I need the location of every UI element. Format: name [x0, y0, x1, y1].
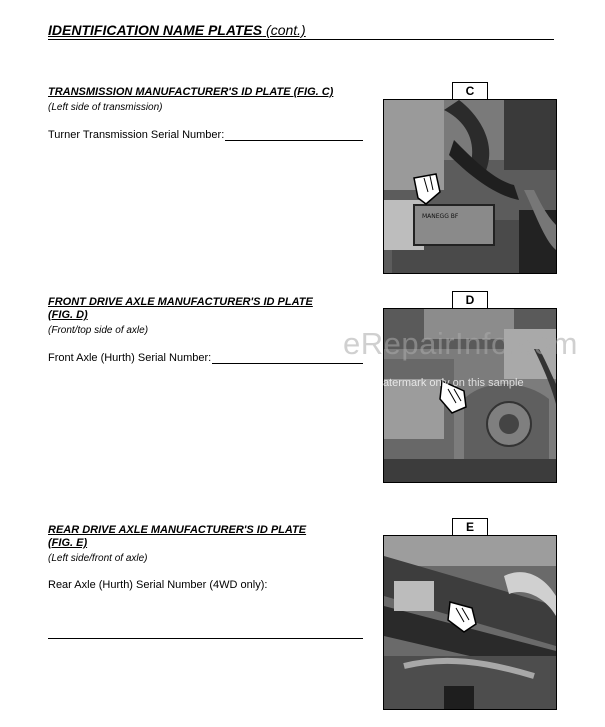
section-heading-fig: (FIG. D)	[48, 309, 88, 321]
watermark-subtitle: watermark only on this sample	[375, 377, 524, 389]
figure-tag-d: D	[452, 291, 488, 309]
figure-tag-e: E	[452, 518, 488, 536]
section-heading: TRANSMISSION MANUFACTURER'S ID PLATE (FIG. C)	[48, 86, 334, 98]
figure-c-photo	[383, 99, 557, 274]
watermark: eRepairInfo.com	[343, 326, 578, 361]
section-transmission	[48, 86, 368, 141]
section-heading: REAR DRIVE AXLE MANUFACTURER'S ID PLATE	[48, 524, 307, 536]
transmission-photo-illustration	[384, 100, 556, 273]
serial-number-row	[48, 351, 363, 364]
serial-number-label: Front Axle (Hurth) Serial Number:	[48, 352, 212, 364]
section-note: (Front/top side of axle)	[48, 325, 149, 336]
figure-tag-c: C	[452, 82, 488, 100]
serial-number-row	[48, 128, 363, 141]
section-front-axle	[48, 296, 368, 364]
serial-number-field[interactable]	[225, 128, 363, 141]
serial-number-field[interactable]	[48, 638, 363, 639]
figure-e-photo	[383, 535, 557, 710]
page-title-suffix: (cont.)	[266, 22, 306, 38]
section-note: (Left side of transmission)	[48, 102, 163, 113]
serial-number-label: Turner Transmission Serial Number:	[48, 129, 225, 141]
section-note: (Left side/front of axle)	[48, 553, 148, 564]
serial-number-label: Rear Axle (Hurth) Serial Number (4WD only):	[48, 579, 268, 591]
page-title	[48, 22, 554, 40]
serial-number-row	[48, 579, 368, 591]
serial-number-field[interactable]	[212, 351, 363, 364]
plate-text: MANEGG BF	[422, 213, 459, 220]
rear-axle-photo-illustration	[384, 536, 556, 709]
page-title-text: IDENTIFICATION NAME PLATES	[48, 22, 263, 38]
section-rear-axle	[48, 524, 368, 591]
section-heading: FRONT DRIVE AXLE MANUFACTURER'S ID PLATE	[48, 296, 313, 308]
section-heading-fig: (FIG. E)	[48, 537, 88, 549]
